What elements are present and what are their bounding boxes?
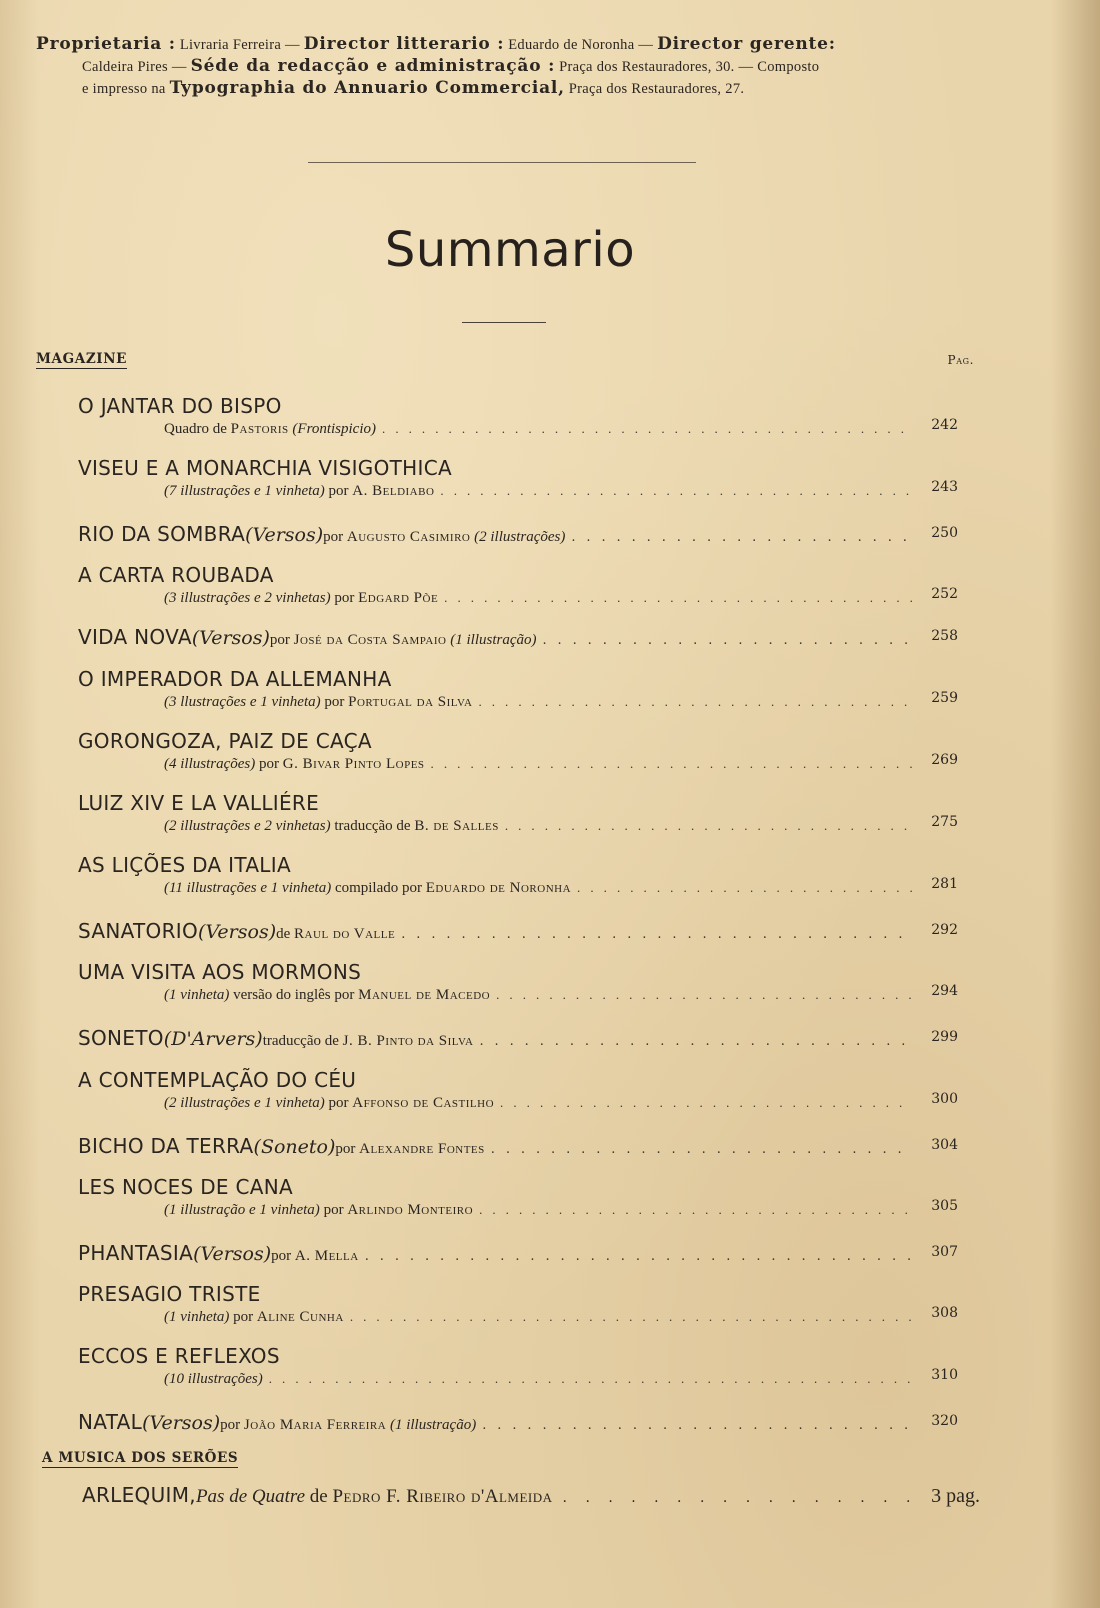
toc-entry-subline [78,419,958,439]
toc-entry-page: 258 [931,628,958,644]
section-heading-musica: A MUSICA DOS SERÕES [42,1450,239,1466]
toc-entry-author: José da Costa Sampaio [293,632,447,648]
toc-entry-author: Edgard Põe [358,590,439,606]
toc-entry-illustrations: (1 illustração) [446,632,537,648]
toc-entry-author: G. Bivar Pinto Lopes [282,756,425,772]
toc-entry-illustrations: (Frontispicio) [288,421,377,437]
toc-entry-subline [78,481,958,501]
music-entry [82,1483,980,1508]
dot-leader [491,1142,912,1157]
toc-entry-illustrations: (1 illustração e 1 vinheta) [164,1202,320,1218]
dot-leader [482,1418,912,1433]
music-list [82,1483,982,1508]
toc-entry-author: Affonso de Castilho [352,1095,495,1111]
toc-entry-title: NATAL [78,1410,143,1434]
toc-entry [78,393,978,439]
dot-leader [577,878,912,898]
toc-entry-illustrations: (7 illustrações e 1 vinheta) [164,483,325,499]
toc-entry-title: SONETO [78,1026,164,1050]
toc-entry-credit [335,1141,484,1158]
dot-leader [431,754,912,774]
toc-entry [78,455,978,501]
toc-entry-credit [276,926,395,943]
masthead-line-1: Proprietaria : Livraria Ferreira — Director litterario : Eduardo de Noronha — Director gerente: [36,34,836,54]
toc-entry-credit [164,1369,263,1389]
toc-entry-credit [164,754,425,774]
page-title: Summario [384,222,636,278]
toc-entry-credit [164,985,490,1005]
toc-entry-page: 304 [931,1137,958,1153]
toc-entry-credit-text: versão do inglês por [229,987,359,1003]
toc-entry-credit [164,878,571,898]
dot-leader [478,692,912,712]
toc-entry-author: Arlindo Monteiro [347,1202,474,1218]
toc-entry-credit-text: por [269,632,294,648]
toc-entry-page: 320 [931,1413,958,1429]
masthead-line-2: Caldeira Pires — Séde da redacção e administração : Praça dos Restauradores, 30. — Composto [82,56,820,76]
toc-entry-row [78,1025,958,1051]
toc-entry-title: RIO DA SOMBRA [78,522,246,546]
top-divider [308,162,696,163]
toc-entry [78,1174,978,1220]
toc-entry-credit [164,1200,473,1220]
toc-entry-subline [78,1307,958,1327]
toc-entry [78,1067,978,1113]
toc-entry-author: Eduardo de Noronha [425,880,572,896]
toc-entry-page: 308 [931,1305,958,1321]
toc-entry-credit-text: por [323,529,347,545]
toc-entry-author: A. Mella [294,1248,359,1264]
toc-entry-subline [78,816,958,836]
page-column-heading: Pag. [947,353,974,367]
toc-entry-credit-text: compilado por [331,880,426,896]
toc-entry-author: Raul do Valle [294,926,396,942]
toc-entry-subline [78,1200,958,1220]
toc-entry-page: 310 [931,1367,958,1383]
toc-entry-page: 294 [931,983,958,999]
dot-leader [440,481,912,501]
music-entry-page: 3 pag. [931,1485,980,1507]
toc-entry-page: 250 [931,525,958,541]
section-heading-magazine: MAGAZINE [36,351,128,367]
toc-entry-title: AS LIÇÕES DA ITALIA [78,853,291,877]
dot-leader [479,1034,912,1049]
toc-entry-page: 243 [931,479,958,495]
masthead-line-3: e impresso na Typographia do Annuario Commercial, Praça dos Restauradores, 27. [82,78,745,98]
dot-leader [496,985,912,1005]
toc-entry-author: João Maria Ferreira [243,1417,387,1433]
toc-entry [78,1281,978,1327]
toc-entry-title: GORONGOZA, PAIZ DE CAÇA [78,729,372,753]
toc-entry-row [78,624,958,650]
toc-entry [78,1133,978,1159]
toc-entry-credit-text: por [271,1248,295,1264]
toc-entry [78,1240,978,1266]
toc-entry-author: B. de Salles [414,818,499,834]
toc-entry-author: J. B. Pinto da Silva [342,1033,474,1049]
toc-entry-subline [78,692,958,712]
toc-entry-subline [78,754,958,774]
toc-entry-subline [78,1369,958,1389]
toc-entry-illustrations: (3 illustrações e 2 vinhetas) [164,590,331,606]
toc-entry-author: Aline Cunha [256,1309,344,1325]
dot-leader [444,588,912,608]
toc-entry-credit [164,481,434,501]
title-divider [462,322,546,323]
toc-entry-page: 269 [931,752,958,768]
toc-entry-illustrations: (1 vinheta) [164,1309,230,1325]
toc-entry-page: 281 [931,876,958,892]
toc-entry-credit [263,1033,474,1050]
toc-entry-page: 300 [931,1091,958,1107]
toc-entry-credit-text: por [255,756,283,772]
toc-entry-credit [164,1093,494,1113]
toc-entry-page: 307 [931,1244,958,1260]
toc-entry-credit-text: traducção de [330,818,415,834]
toc-entry-credit [271,1248,359,1265]
toc-entry [78,1025,978,1051]
toc-entry-genre: (Soneto) [253,1136,336,1158]
toc-entry-credit-text: por [335,1141,360,1157]
toc-entry-page: 252 [931,586,958,602]
toc-entry-credit-text: por [229,1309,257,1325]
toc-entry-illustrations: (2 illustrações) [470,529,566,545]
toc-entry-page: 259 [931,690,958,706]
toc-entry-genre: (D'Arvers) [163,1028,263,1050]
dot-leader [500,1093,912,1113]
toc-entry-title: UMA VISITA AOS MORMONS [78,960,362,984]
toc-entry-credit [164,816,499,836]
toc-entry-row [78,1409,958,1435]
toc-entry-credit-text: Quadro de [164,421,231,437]
toc-entry-page: 275 [931,814,958,830]
toc-entry-subline [78,1093,958,1113]
toc-entry-author: A. Beldiabo [352,483,435,499]
toc-entry-credit-text: por [220,1417,244,1433]
toc-entry-credit-text: de [276,926,295,942]
toc-entry-author: Augusto Casimiro [346,529,471,545]
toc-entry [78,521,978,547]
music-entry-detail: Pas de Quatre de Pedro F. Ribeiro d'Almeida [195,1486,553,1507]
toc-entry [78,624,978,650]
toc-entry-author: Pastoris [230,421,289,437]
toc-entry-title: A CARTA ROUBADA [78,563,274,587]
toc-entry-illustrations: (3 llustrações e 1 vinheta) [164,694,321,710]
toc-entry-row [78,1133,958,1159]
toc-entry-row [78,1240,958,1266]
toc-entry-title: PRESAGIO TRISTE [78,1282,261,1306]
toc-entry-credit-text: por [324,483,353,499]
toc-entry-title: VIDA NOVA [78,625,192,649]
toc-entry-credit-text: por [319,1202,348,1218]
dot-leader [479,1200,912,1220]
toc-entry-credit [164,1307,344,1327]
dot-leader [401,927,912,942]
dot-leader [542,633,912,648]
toc-entry-title: O IMPERADOR DA ALLEMANHA [78,667,392,691]
toc-entry-page: 299 [931,1029,958,1045]
toc-entry-title: VISEU E A MONARCHIA VISIGOTHICA [78,456,452,480]
toc-entry-credit-text: por [330,590,359,606]
toc-entry-title: PHANTASIA [78,1241,194,1265]
toc-entry-illustrations: (1 illustração) [386,1417,477,1433]
toc-entry-page: 292 [931,922,958,938]
dot-leader [505,816,912,836]
toc-entry-author: Manuel de Macedo [358,987,491,1003]
toc-entry-subline [78,588,958,608]
toc-entry-illustrations: (2 illustrações e 1 vinheta) [164,1095,325,1111]
toc-entry-genre: (Versos) [191,627,270,649]
toc-entry-credit [323,529,565,546]
toc-entry [78,959,978,1005]
toc-entry-genre: (Versos) [193,1243,272,1265]
toc-entry-credit [164,588,438,608]
toc-entry-credit-text: por [320,694,349,710]
toc-entry-row [78,918,958,944]
toc-entry-title: O JANTAR DO BISPO [78,394,282,418]
dot-leader [365,1249,912,1264]
toc-entry-credit [220,1417,476,1434]
toc-entry [78,1343,978,1389]
toc-entry-genre: (Versos) [245,524,324,546]
toc-entry [78,1409,978,1435]
toc-entry-subline [78,985,958,1005]
toc-entry-illustrations: (11 illustrações e 1 vinheta) [164,880,332,896]
toc-entry-illustrations: (2 illustrações e 2 vinhetas) [164,818,331,834]
toc-entry-genre: (Versos) [142,1412,221,1434]
toc-entry-page: 242 [931,417,958,433]
toc-entry-credit [164,692,472,712]
toc-entry-author: Alexandre Fontes [359,1141,485,1157]
dot-leader [382,419,912,439]
toc-entry [78,666,978,712]
music-entry-title: ARLEQUIM, [82,1483,196,1507]
dot-leader [269,1369,912,1389]
toc-entry-author: Portugal da Silva [348,694,473,710]
toc-entry-title: A CONTEMPLAÇÃO DO CÉU [78,1068,357,1092]
toc-entry-subline [78,878,958,898]
toc-entry [78,562,978,608]
toc-entry-title: SANATORIO [78,919,199,943]
toc-entry-page: 305 [931,1198,958,1214]
dot-leader [571,530,912,545]
toc-entry-illustrations: (4 illustrações) [164,756,256,772]
toc-entry-illustrations: (1 vinheta) [164,987,230,1003]
toc-entry-title: LUIZ XIV E LA VALLIÉRE [78,791,320,815]
toc-entry-credit-text: traducção de [262,1033,343,1049]
toc-entry [78,728,978,774]
masthead [36,34,976,100]
toc-entry [78,918,978,944]
toc-entry [78,790,978,836]
dot-leader [350,1307,912,1327]
toc-entry-title: ECCOS E REFLEXOS [78,1344,280,1368]
toc-entry-credit-text: por [324,1095,353,1111]
toc-entry-genre: (Versos) [198,921,277,943]
toc-entry-credit [164,419,376,439]
toc-entry-illustrations: (10 illustrações) [164,1371,263,1387]
toc-entry-title: LES NOCES DE CANA [78,1175,293,1199]
toc-entry-credit [270,632,537,649]
toc-entry-row [78,521,958,547]
toc-entry-title: BICHO DA TERRA [78,1134,254,1158]
toc-entry [78,852,978,898]
dot-leader [563,1490,922,1506]
